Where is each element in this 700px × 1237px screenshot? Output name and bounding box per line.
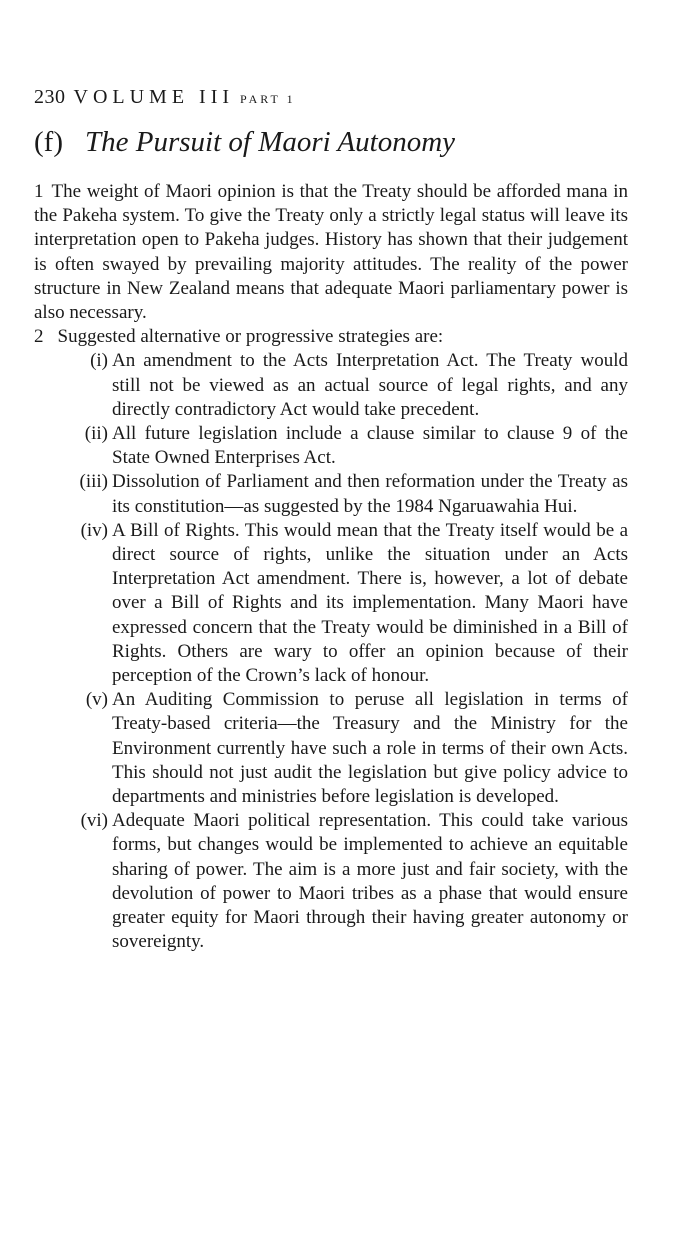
paragraph-number: 1 xyxy=(34,181,44,202)
item-text: Dissolution of Parliament and then reformation under the Treaty as its constitution—as suggested by the 1984 Ngaruawahia Hui. xyxy=(112,471,628,517)
page-number: 230 xyxy=(34,86,66,108)
item-text: A Bill of Rights. This would mean that the Treaty itself would be a direct source of rights, unlike the situation under an Acts Interpretation Act amendment. There is, however, a lot of debate over a Bill of Rights and its implementation. Many Maori have expressed concern that the Treaty would be diminished in a Bill of Rights. Others are wary to offer an opinion because of their perception of the Crown’s lack of honour. xyxy=(112,519,628,687)
section-label: (f) xyxy=(34,126,63,158)
paragraph-2 xyxy=(34,325,628,349)
list-item xyxy=(34,422,628,470)
item-numeral: (iii) xyxy=(79,471,108,493)
item-numeral: (vi) xyxy=(80,810,108,832)
strategy-list xyxy=(34,349,628,954)
item-numeral: (iv) xyxy=(80,519,108,541)
paragraph-text: The weight of Maori opinion is that the Treaty should be afforded mana in the Pakeha system. To give the Treaty only a strictly legal status will leave its interpretation open to Pakeha judges. History has shown that their judgement is often swayed by prevailing majority attitudes. The reality of the power structure in New Zealand means that adequate Maori parliamentary power is also necessary. xyxy=(34,181,628,324)
section-title: The Pursuit of Maori Autonomy xyxy=(84,126,456,158)
item-numeral: (i) xyxy=(90,350,108,372)
paragraph-text: Suggested alternative or progressive strategies are: xyxy=(57,326,444,348)
list-item xyxy=(34,809,628,954)
list-item xyxy=(34,349,628,422)
volume-label: VOLUME III xyxy=(73,86,235,108)
paragraph-number: 2 xyxy=(34,326,44,348)
item-text: Adequate Maori political representation. This could take various forms, but changes would be implemented to achieve an equitable sharing of power. The aim is a more just and fair society, with the devolution of power to Maori tribes as a phase that would ensure greater equity for Maori through their having greater autonomy or sovereignty. xyxy=(112,810,628,953)
item-text: All future legislation include a clause similar to clause 9 of the State Owned Enterprises Act. xyxy=(112,423,628,469)
list-item xyxy=(34,688,628,809)
item-text: An amendment to the Acts Interpretation Act. The Treaty would still not be viewed as an actual source of legal rights, and any directly contradictory Act would take precedent. xyxy=(112,350,628,420)
item-numeral: (v) xyxy=(85,689,108,711)
part-label: PART 1 xyxy=(240,92,296,106)
body-text xyxy=(34,180,628,955)
paragraph-1 xyxy=(34,180,628,325)
list-item xyxy=(34,519,628,688)
item-numeral: (ii) xyxy=(84,423,108,445)
running-head xyxy=(34,86,296,109)
list-item xyxy=(34,470,628,518)
item-text: An Auditing Commission to peruse all legislation in terms of Treaty-based criteria—the Treasury and the Ministry for the Environment currently have such a role in terms of their own Acts. This should not just audit the legislation but give policy advice to departments and ministries before legislation is developed. xyxy=(112,689,628,808)
section-heading xyxy=(34,126,455,159)
